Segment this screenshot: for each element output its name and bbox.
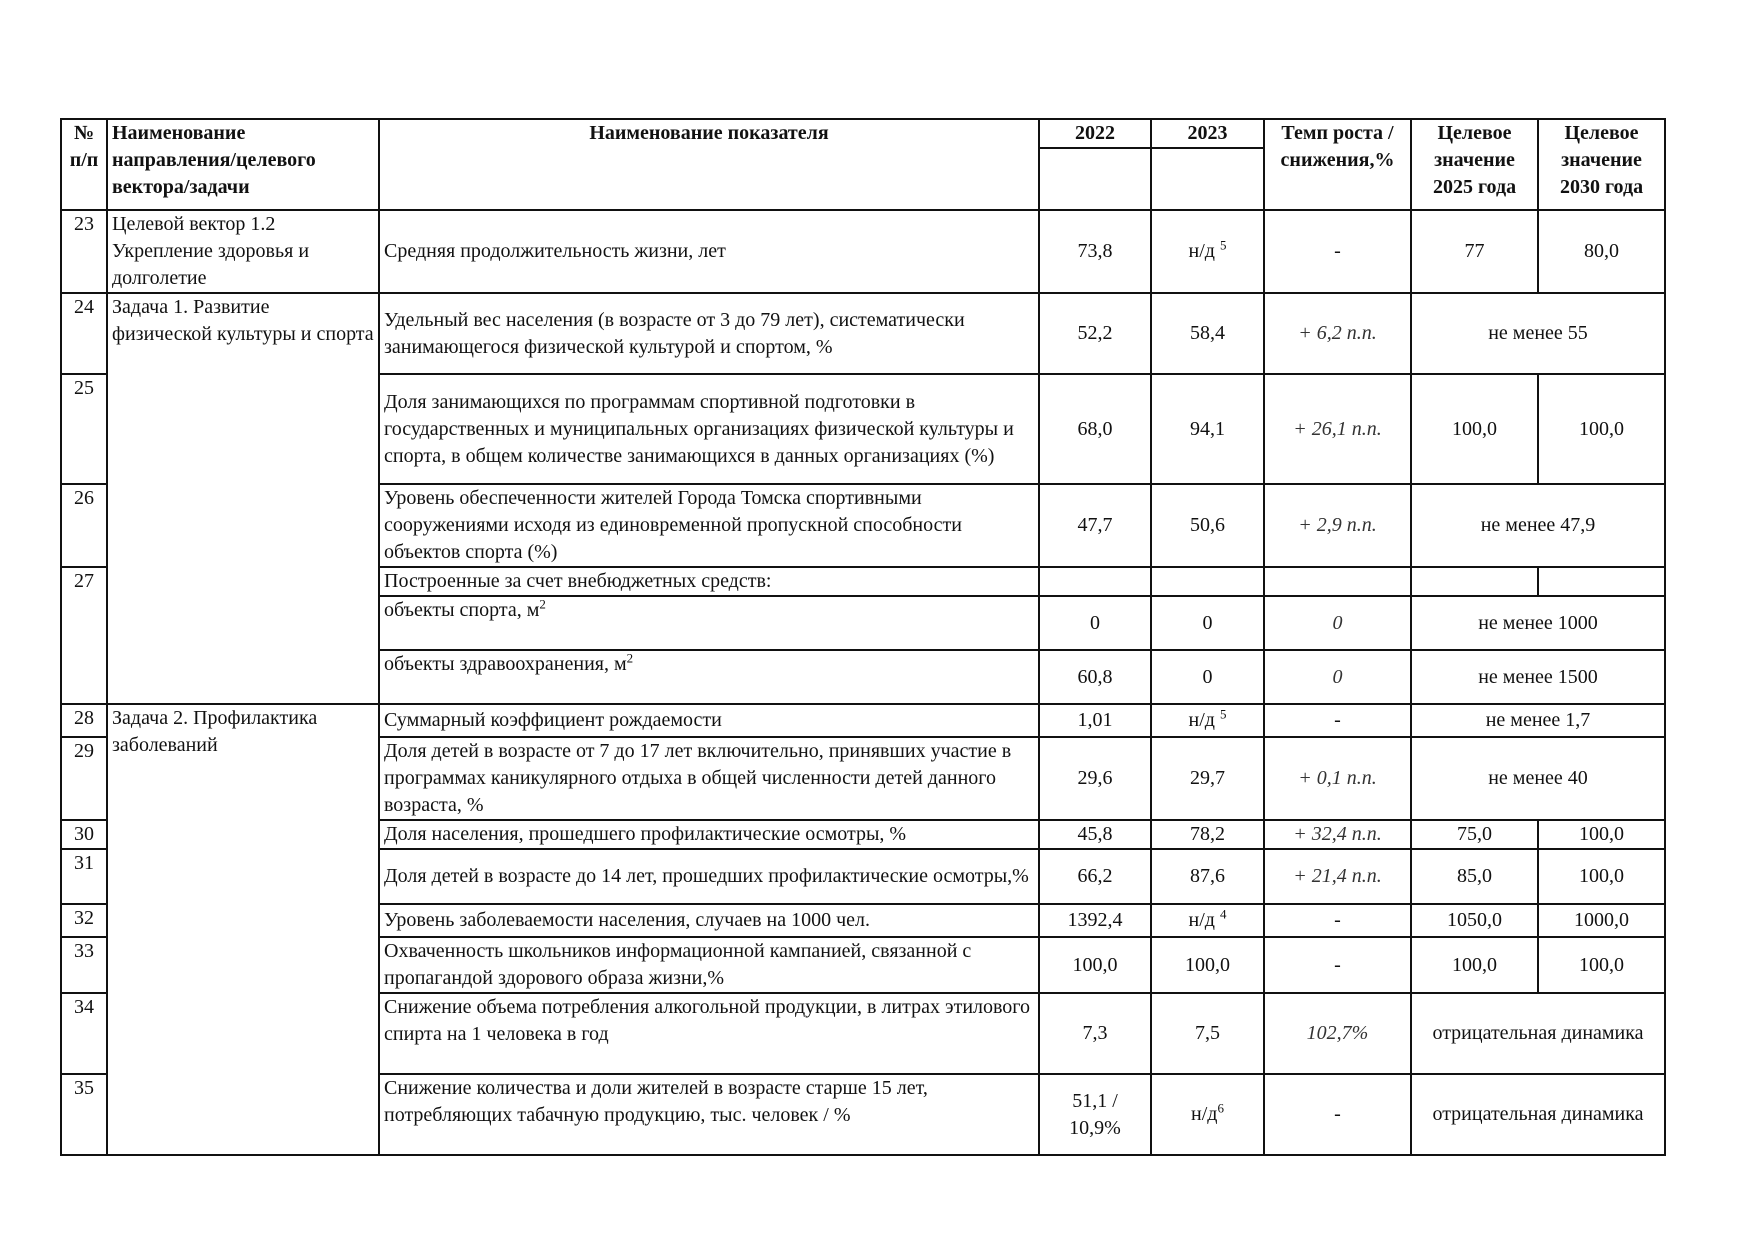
value-2022: 45,8 (1039, 820, 1151, 849)
value-2022: 73,8 (1039, 210, 1151, 293)
growth-rate: - (1264, 704, 1411, 737)
growth-rate: - (1264, 904, 1411, 937)
value-2023: 94,1 (1151, 374, 1264, 484)
growth-rate: - (1264, 210, 1411, 293)
target-2030: 80,0 (1538, 210, 1665, 293)
header-num: № п/п (61, 119, 107, 210)
value-2023: 58,4 (1151, 293, 1264, 374)
header-2022-blank (1039, 148, 1151, 210)
indicator-name: объекты спорта, $м^2$ (379, 596, 1039, 650)
growth-rate: + 32,4 п.п. (1264, 820, 1411, 849)
footnote-ref: 5 (1219, 706, 1227, 722)
growth-rate: 102,7% (1264, 993, 1411, 1074)
table-header-row (61, 119, 1665, 148)
value-2022: 1,01 (1039, 704, 1151, 737)
row-number: 34 (61, 993, 107, 1074)
value-2022: 100,0 (1039, 937, 1151, 993)
table-row (61, 293, 1665, 374)
table-row (61, 704, 1665, 737)
target-2025: 77 (1411, 210, 1538, 293)
indicator-name: Доля детей в возрасте от 7 до 17 лет включительно, принявших участие в программах каникулярного отдыха в общей численности детей данного возраста, % (379, 737, 1039, 820)
value-2023: 0 (1151, 650, 1264, 704)
value-2022: 68,0 (1039, 374, 1151, 484)
indicator-name: Построенные за счет внебюджетных средств: (379, 567, 1039, 596)
value-2023: 29,7 (1151, 737, 1264, 820)
value-2023: 7,5 (1151, 993, 1264, 1074)
growth-rate: 0 (1264, 650, 1411, 704)
row-number: 23 (61, 210, 107, 293)
indicator-name: Уровень заболеваемости населения, случаев на 1000 чел. (379, 904, 1039, 937)
target-2030: 100,0 (1538, 820, 1665, 849)
indicator-name: Доля детей в возрасте до 14 лет, прошедших профилактические осмотры,% (379, 849, 1039, 904)
row-number: 31 (61, 849, 107, 904)
target-value: не менее 47,9 (1411, 484, 1665, 567)
header-target-2025: Целевое значение 2025 года (1411, 119, 1538, 210)
target-2025: 100,0 (1411, 374, 1538, 484)
growth-rate: 0 (1264, 596, 1411, 650)
empty-cell (1151, 567, 1264, 596)
value-2023: 78,2 (1151, 820, 1264, 849)
value-2022: 60,8 (1039, 650, 1151, 704)
indicator-name: Доля населения, прошедшего профилактические осмотры, % (379, 820, 1039, 849)
growth-rate: + 6,2 п.п. (1264, 293, 1411, 374)
target-2030: 100,0 (1538, 937, 1665, 993)
empty-cell (1264, 567, 1411, 596)
empty-cell (1411, 567, 1538, 596)
indicator-name: Удельный вес населения (в возрасте от 3 до 79 лет), систематически занимающегося физической культурой и спортом, % (379, 293, 1039, 374)
header-direction: Наименование направления/целевого вектора/задачи (107, 119, 379, 210)
target-2025: 1050,0 (1411, 904, 1538, 937)
unit-superscript: 2 (539, 596, 546, 612)
value-2023: н/д $^5$ (1151, 210, 1264, 293)
value-2022: 1392,4 (1039, 904, 1151, 937)
header-indicator: Наименование показателя (379, 119, 1039, 210)
target-value: не менее 55 (1411, 293, 1665, 374)
growth-rate: + 26,1 п.п. (1264, 374, 1411, 484)
target-value: отрицательная динамика (1411, 1074, 1665, 1155)
row-number: 24 (61, 293, 107, 374)
target-2025: 75,0 (1411, 820, 1538, 849)
header-2023: 2023 (1151, 119, 1264, 148)
row-number: 33 (61, 937, 107, 993)
indicator-name: объекты здравоохранения, $м^2$ (379, 650, 1039, 704)
header-target-2030: Целевое значение 2030 года (1538, 119, 1665, 210)
value-2022: 47,7 (1039, 484, 1151, 567)
indicator-name: Доля занимающихся по программам спортивной подготовки в государственных и муниципальных организациях физической культуры и спорта, в общем количестве занимающихся в данных организациях (%) (379, 374, 1039, 484)
row-number: 29 (61, 737, 107, 820)
target-value: не менее 1,7 (1411, 704, 1665, 737)
empty-cell (1039, 567, 1151, 596)
header-2022: 2022 (1039, 119, 1151, 148)
target-2030: 1000,0 (1538, 904, 1665, 937)
target-value: не менее 40 (1411, 737, 1665, 820)
value-2022: 29,6 (1039, 737, 1151, 820)
task-2-label: Задача 2. Профилактика заболеваний (107, 704, 379, 1155)
footnote-ref: 6 (1217, 1100, 1224, 1116)
value-2023: н/д $^4$ (1151, 904, 1264, 937)
growth-rate: + 0,1 п.п. (1264, 737, 1411, 820)
unit-superscript: 2 (626, 650, 634, 666)
value-2023: 87,6 (1151, 849, 1264, 904)
indicator-name: Суммарный коэффициент рождаемости (379, 704, 1039, 737)
growth-rate: - (1264, 1074, 1411, 1155)
row-number: 30 (61, 820, 107, 849)
value-2023: 100,0 (1151, 937, 1264, 993)
target-2025: 100,0 (1411, 937, 1538, 993)
value-2022: 66,2 (1039, 849, 1151, 904)
row-number: 26 (61, 484, 107, 567)
footnote-ref: 4 (1219, 906, 1227, 922)
value-2022: 0 (1039, 596, 1151, 650)
value-2022: 7,3 (1039, 993, 1151, 1074)
row-number: 27 (61, 567, 107, 704)
value-2023: н/д $^5$ (1151, 704, 1264, 737)
target-2030: 100,0 (1538, 849, 1665, 904)
target-value: не менее 1500 (1411, 650, 1665, 704)
value-2023: $н/д^6$ (1151, 1074, 1264, 1155)
row-number: 35 (61, 1074, 107, 1155)
growth-rate: + 2,9 п.п. (1264, 484, 1411, 567)
header-rate: Темп роста / снижения,% (1264, 119, 1411, 210)
value-2022: 52,2 (1039, 293, 1151, 374)
growth-rate: + 21,4 п.п. (1264, 849, 1411, 904)
target-vector-label: Целевой вектор 1.2 Укрепление здоровья и долголетие (107, 210, 379, 293)
value-2023: 0 (1151, 596, 1264, 650)
indicator-name: Снижение количества и доли жителей в возрасте старше 15 лет, потребляющих табачную продукцию, тыс. человек / % (379, 1074, 1039, 1155)
task-1-label: Задача 1. Развитие физической культуры и спорта (107, 293, 379, 704)
growth-rate: - (1264, 937, 1411, 993)
indicators-table (60, 118, 1666, 1156)
indicator-name: Снижение объема потребления алкогольной продукции, в литрах этилового спирта на 1 человека в год (379, 993, 1039, 1074)
target-2025: 85,0 (1411, 849, 1538, 904)
table-row (61, 210, 1665, 293)
row-number: 28 (61, 704, 107, 737)
footnote-ref: 5 (1219, 237, 1227, 253)
value-2022: 51,1 / 10,9% (1039, 1074, 1151, 1155)
value-2023: 50,6 (1151, 484, 1264, 567)
target-value: отрицательная динамика (1411, 993, 1665, 1074)
indicator-name: Охваченность школьников информационной кампанией, связанной с пропагандой здорового образа жизни,% (379, 937, 1039, 993)
target-2030: 100,0 (1538, 374, 1665, 484)
empty-cell (1538, 567, 1665, 596)
target-value: не менее 1000 (1411, 596, 1665, 650)
row-number: 25 (61, 374, 107, 484)
header-2023-blank (1151, 148, 1264, 210)
row-number: 32 (61, 904, 107, 937)
indicator-name: Уровень обеспеченности жителей Города Томска спортивными сооружениями исходя из единовременной пропускной способности объектов спорта (%) (379, 484, 1039, 567)
indicator-name: Средняя продолжительность жизни, лет (379, 210, 1039, 293)
